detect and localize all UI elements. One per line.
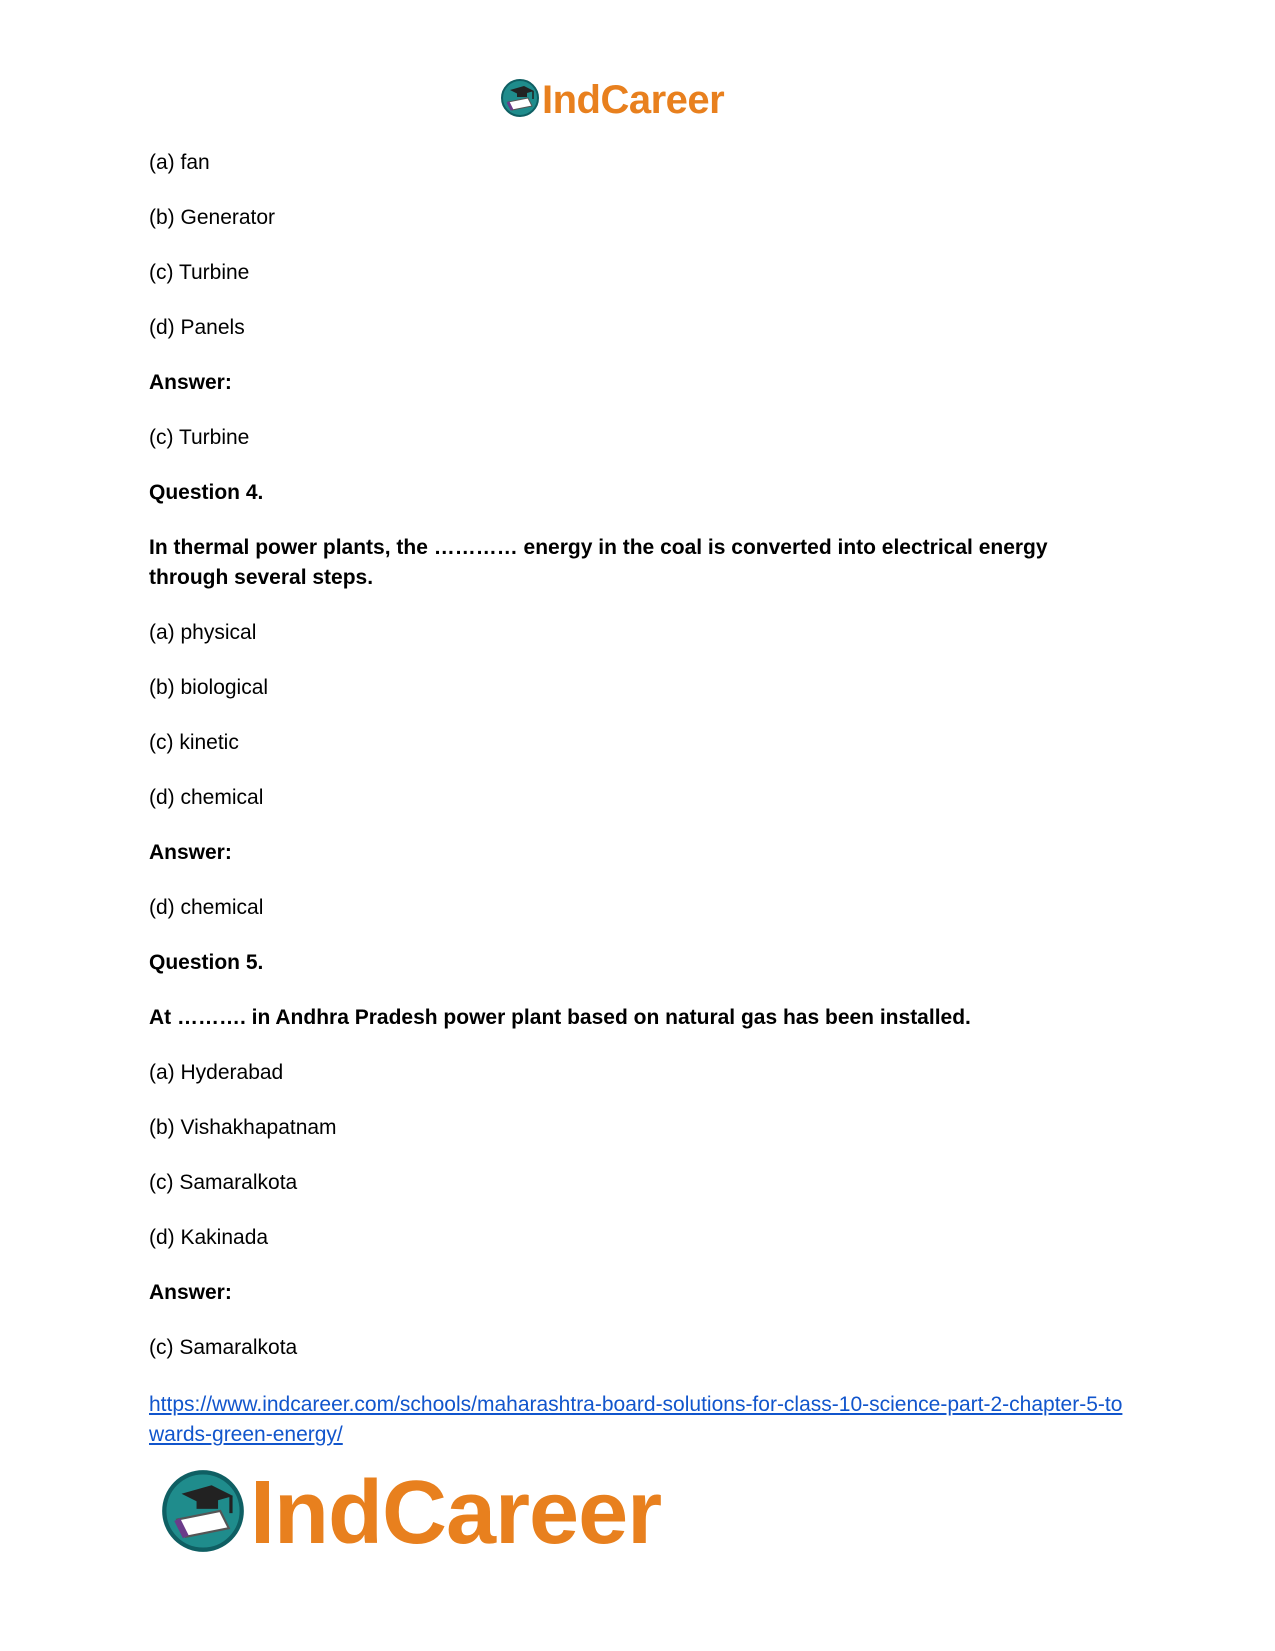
option-item: (b) Vishakhapatnam bbox=[149, 1116, 337, 1139]
question-number: Question 4. bbox=[149, 481, 264, 504]
question-text: At ………. in Andhra Pradesh power plant based on natural gas has been installed. bbox=[149, 1006, 971, 1029]
option-item: (c) Samaralkota bbox=[149, 1171, 298, 1194]
header-logo bbox=[500, 78, 724, 123]
answer-label: Answer: bbox=[149, 841, 232, 864]
option-item: (c) Turbine bbox=[149, 426, 250, 449]
answer-label: Answer: bbox=[149, 371, 232, 394]
option-item: (b) biological bbox=[149, 676, 269, 699]
option-item: (d) Panels bbox=[149, 316, 245, 339]
document-body bbox=[149, 148, 1129, 1388]
source-link[interactable]: https://www.indcareer.com/schools/maharashtra-board-solutions-for-class-10-science-part-2-chapter-5-towards-green-energy/ bbox=[149, 1393, 1123, 1446]
option-item: (a) fan bbox=[149, 151, 210, 174]
option-item: (d) chemical bbox=[149, 786, 264, 809]
answer-label: Answer: bbox=[149, 1281, 232, 1304]
option-item: (a) Hyderabad bbox=[149, 1061, 284, 1084]
option-item: (b) Generator bbox=[149, 206, 276, 229]
globe-book-icon bbox=[160, 1468, 246, 1559]
logo-wordmark: IndCareer bbox=[250, 1463, 662, 1563]
option-item: (a) physical bbox=[149, 621, 257, 644]
question-text: In thermal power plants, the ………… energy in the coal is converted into electrical energy through several steps. bbox=[149, 536, 1048, 589]
option-item: (d) Kakinada bbox=[149, 1226, 269, 1249]
logo-wordmark: IndCareer bbox=[542, 78, 725, 122]
option-item: (d) chemical bbox=[149, 896, 264, 919]
question-number: Question 5. bbox=[149, 951, 264, 974]
option-item: (c) Turbine bbox=[149, 261, 250, 284]
option-item: (c) kinetic bbox=[149, 731, 239, 754]
footer-logo bbox=[160, 1462, 661, 1565]
option-item: (c) Samaralkota bbox=[149, 1336, 298, 1359]
globe-book-icon bbox=[500, 78, 540, 123]
